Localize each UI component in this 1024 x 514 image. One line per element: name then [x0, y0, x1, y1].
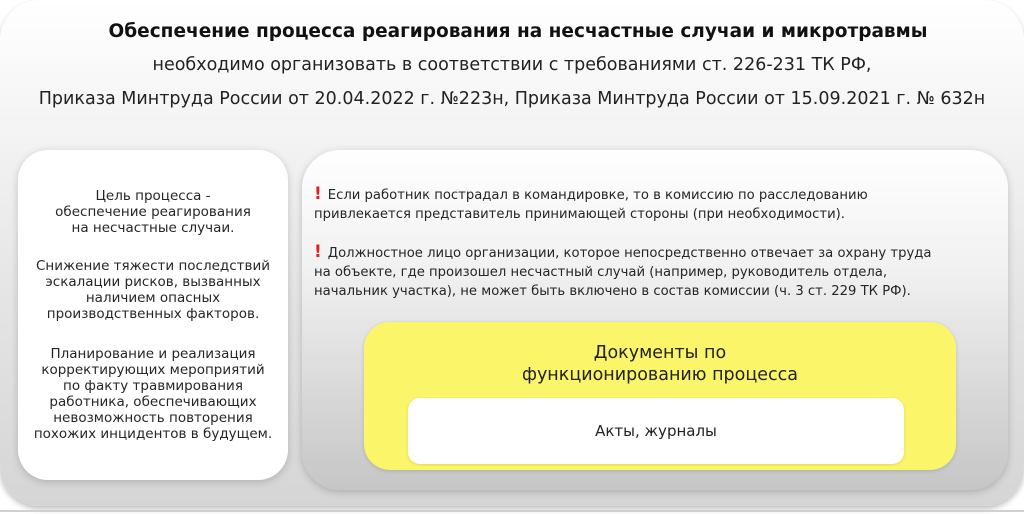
documents-item-box	[408, 398, 904, 464]
header-subtitle-line-2: Приказа Минтруда России от 20.04.2022 г. №223н, Приказа Минтруда России от 15.09.2021 г. № 632н	[38, 89, 986, 109]
note-business-trip	[314, 185, 974, 224]
process-goal-card	[18, 150, 288, 480]
exclamation-icon: !	[314, 184, 322, 204]
process-goal-text: Цель процесса - обеспечение реагирования на несчастные случаи.	[55, 188, 251, 236]
documents-item-text: Акты, журналы	[595, 422, 717, 440]
commission-notes-card	[302, 150, 1008, 490]
documents-title: Документы по функционированию процесса	[521, 343, 798, 385]
risk-reduction-text: Снижение тяжести последствий эскалации рисков, вызванных наличием опасных производственных факторов.	[35, 258, 271, 322]
note-commission-exclusion-text: Должностное лицо организации, которое непосредственно отвечает за охрану труда на объекте, где произошел несчастный случай (например, руководитель отдела, начальник участка), не может быть включено в состав комиссии (ч. 3 ст. 229 ТК РФ).	[314, 246, 932, 299]
page-title: Обеспечение процесса реагирования на несчастные случаи и микротравмы	[108, 21, 928, 42]
corrective-actions-text: Планирование и реализация корректирующих мероприятий по факту травмирования работника, обеспечивающих невозможность повторения похожих инцидентов в будущем.	[33, 346, 273, 442]
exclamation-icon: !	[314, 242, 322, 262]
documents-box	[364, 322, 956, 470]
note-commission-exclusion	[314, 243, 974, 301]
header	[0, 16, 1024, 116]
bottom-divider	[0, 510, 1024, 512]
note-business-trip-text: Если работник пострадал в командировке, то в комиссию по расследованию привлекается представитель принимающей стороны (при необходимости).	[314, 188, 868, 222]
header-subtitle-line-1: необходимо организовать в соответствии с требованиями ст. 226-231 ТК РФ,	[152, 55, 872, 75]
